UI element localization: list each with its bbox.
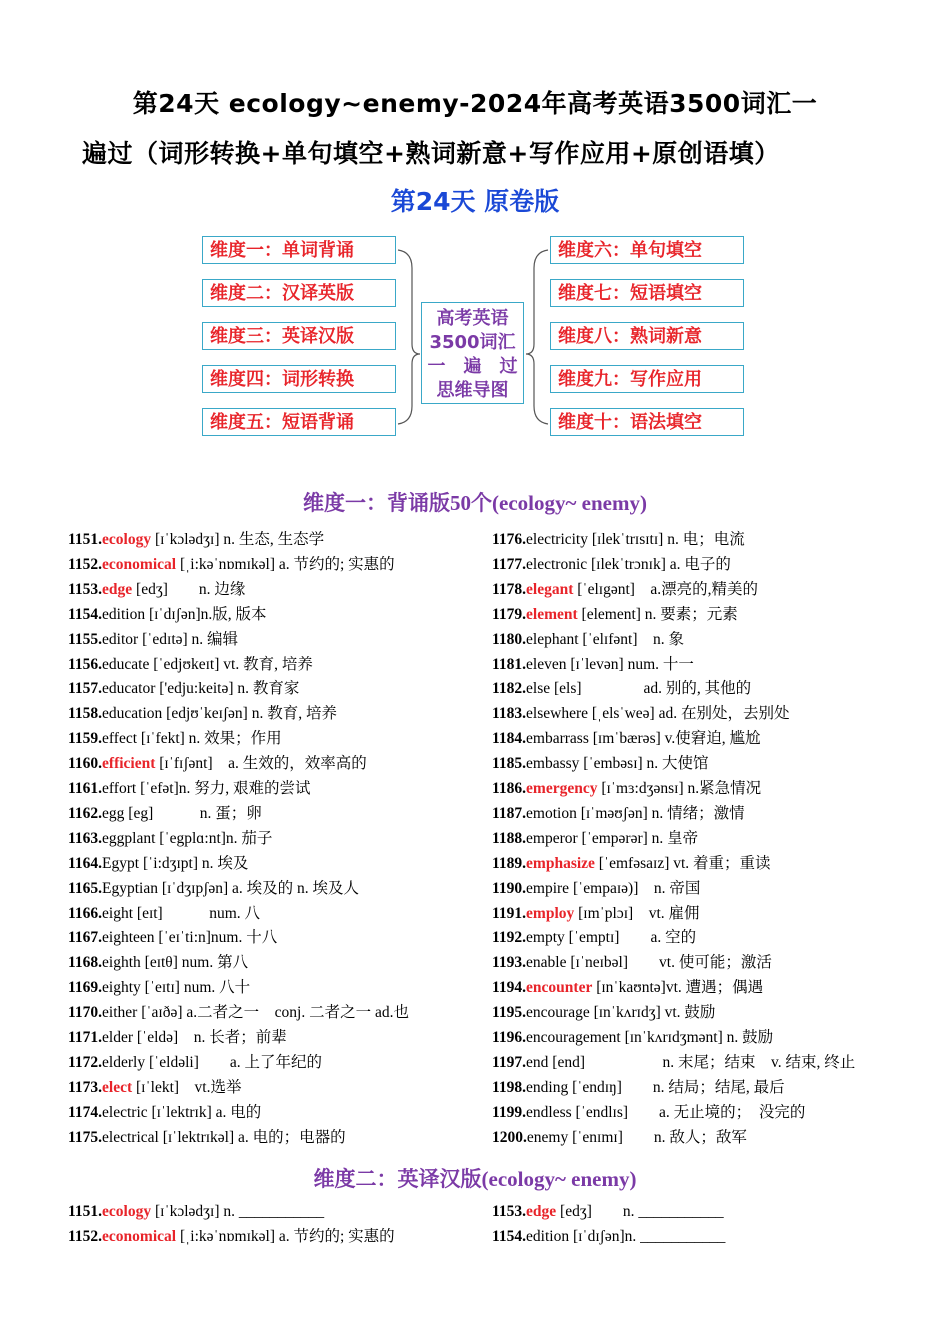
entry-number: 1165. (68, 879, 103, 897)
entry-number: 1200. (492, 1128, 527, 1146)
entry-number: 1199. (492, 1103, 527, 1121)
entry-definition: [ˈendɪŋ] n. 结局；结尾, 最后 (568, 1078, 785, 1096)
entry-word: employ (526, 904, 575, 922)
entry-number: 1181. (492, 655, 527, 673)
entry-word: eight (102, 904, 134, 922)
entry-number: 1197. (492, 1053, 527, 1071)
vocab-entry (492, 829, 698, 849)
entry-word: elegant (526, 580, 574, 598)
vocab-entry (492, 779, 761, 799)
entry-definition: [ˈemfəsaɪz] vt. 着重；重读 (594, 854, 771, 872)
vocab-entry (492, 1003, 715, 1023)
entry-word: embassy (526, 755, 580, 773)
mindmap-center-line: 高考英语 (436, 308, 509, 329)
section-heading-2: 维度二：英译汉版(ecology~ enemy) (313, 1167, 637, 1191)
entry-number: 1190. (492, 879, 527, 897)
entry-definition: [ˈempərər] n. 皇帝 (577, 829, 699, 847)
vocab-entry (68, 1028, 287, 1048)
entry-definition: [ɪnˈkʌrɪdʒmənt] n. 鼓励 (620, 1029, 774, 1046)
entry-word: egg (102, 804, 125, 822)
entry-word: efficient (102, 755, 156, 773)
entry-definition: [ˈeldəli] a. 上了年纪的 (145, 1053, 322, 1071)
entry-word: encouragement (526, 1029, 621, 1046)
entry-number: 1168. (68, 954, 103, 972)
entry-word: electrical (102, 1128, 159, 1146)
entry-definition: [end] n. 末尾；结束 v. 结束, 终止 (548, 1053, 856, 1071)
entry-definition: [ˈedjʊkeɪt] vt. 教育, 培养 (149, 655, 313, 673)
vocab-entry (68, 904, 260, 924)
vocab-entry (68, 555, 395, 575)
mindmap-node-left: 维度二：汉译英版 (202, 279, 396, 307)
entry-number: 1154. (492, 1228, 527, 1245)
vocab-entry (492, 679, 751, 699)
entry-word: elderly (102, 1053, 146, 1071)
vocab-entry (68, 580, 245, 600)
entry-number: 1173. (68, 1078, 103, 1096)
entry-word: elder (102, 1029, 134, 1046)
mindmap-node-left: 维度四：词形转换 (202, 365, 396, 393)
mindmap-node-left: 维度一：单词背诵 (202, 236, 396, 264)
document-title-line1: 第24天 ecology~enemy-2024年高考英语3500词汇一 (132, 89, 818, 118)
entry-definition: [ˈempaɪə)] n. 帝国 (569, 879, 701, 897)
entry-number: 1171. (68, 1029, 103, 1046)
entry-definition: [ˈedɪtə] n. 编辑 (138, 630, 239, 648)
mindmap-center-line: 一 遍 过 (427, 356, 518, 377)
entry-number: 1159. (68, 730, 103, 748)
entry-definition: [edjʊˈkeɪʃən] n. 教育, 培养 (162, 705, 337, 723)
mindmap-node-right: 维度十：语法填空 (550, 408, 744, 436)
entry-number: 1183. (492, 705, 527, 723)
entry-number: 1193. (492, 954, 527, 972)
vocab-entry (68, 1202, 324, 1222)
entry-number: 1178. (492, 580, 527, 598)
entry-number: 1160. (68, 755, 103, 773)
entry-definition: [ˈeldə] n. 长者；前辈 (133, 1029, 287, 1046)
entry-word: electronic (526, 555, 588, 573)
entry-definition: ['edju:keitə] n. 教育家 (155, 680, 300, 698)
entry-word: embarrass (526, 730, 589, 748)
entry-definition: [ɪˈlekt] vt.选举 (132, 1078, 242, 1096)
entry-word: either (102, 1004, 138, 1022)
entry-definition: [ɪˈdʒɪpʃən] a. 埃及的 n. 埃及人 (158, 879, 360, 897)
entry-definition: [element] n. 要素；元素 (577, 605, 738, 623)
entry-word: eighth (102, 954, 141, 972)
entry-definition: [ˈeɪˈti:n]num. 十八 (154, 929, 278, 947)
entry-word: ending (526, 1078, 569, 1096)
vocab-entry (68, 978, 250, 998)
vocab-entry (68, 605, 266, 625)
entry-number: 1155. (68, 630, 103, 648)
document-title-line2: 遍过（词形转换+单句填空+熟词新意+写作应用+原创语填） (82, 139, 780, 168)
entry-definition: [ˌi:kəˈnɒmɪkəl] a. 节约的; 实惠的 (176, 1228, 395, 1245)
entry-definition: [ɪˈkɔlədʒɪ] n. 生态, 生态学 (151, 531, 325, 548)
vocab-entry (492, 1028, 773, 1048)
entry-number: 1186. (492, 780, 527, 797)
mindmap-node-left: 维度五：短语背诵 (202, 408, 396, 436)
entry-word: educate (102, 655, 150, 673)
entry-word: elsewhere (526, 705, 588, 723)
vocab-entry (492, 1202, 724, 1222)
entry-definition: [ɪlekˈtrɔnɪk] a. 电子的 (587, 555, 731, 573)
entry-word: encourage (526, 1004, 590, 1022)
entry-word: eggplant (102, 829, 156, 847)
vocab-entry (492, 729, 761, 749)
mindmap-center (421, 302, 524, 404)
entry-definition: [ɪˈməʊʃən] n. 情绪；激情 (576, 804, 745, 822)
entry-definition: [ˈendlɪs] a. 无止境的； 没完的 (571, 1103, 806, 1121)
entry-number: 1153. (492, 1203, 527, 1220)
mindmap-node-right: 维度六：单句填空 (550, 236, 744, 264)
entry-word: emperor (526, 829, 578, 847)
entry-definition: [ɪnˈkʌrɪdʒ] vt. 鼓励 (589, 1004, 716, 1022)
vocab-entry (68, 630, 238, 650)
entry-word: edition (102, 605, 146, 623)
vocab-entry (492, 978, 763, 998)
entry-number: 1196. (492, 1029, 527, 1046)
entry-word: emphasize (526, 854, 595, 872)
entry-definition: [ˈegplɑ:nt]n. 茄子 (155, 829, 273, 847)
entry-word: education (102, 705, 163, 723)
entry-word: else (526, 680, 551, 698)
vocab-entry (68, 779, 311, 799)
entry-word: edge (102, 580, 133, 598)
entry-word: endless (526, 1103, 572, 1121)
vocab-entry (68, 754, 367, 774)
entry-number: 1156. (68, 655, 103, 673)
entry-number: 1195. (492, 1004, 527, 1022)
vocab-entry (68, 804, 262, 824)
entry-word: elephant (526, 630, 579, 648)
vocab-entry (68, 1128, 346, 1148)
entry-definition: [ˈeɪtɪ] num. 八十 (140, 979, 251, 997)
entry-number: 1170. (68, 1004, 103, 1022)
entry-number: 1164. (68, 854, 103, 872)
entry-number: 1163. (68, 829, 103, 847)
vocab-entry (68, 953, 248, 973)
entry-number: 1185. (492, 755, 527, 773)
entry-number: 1157. (68, 680, 103, 698)
vocab-entry (68, 1103, 261, 1123)
entry-word: eighteen (102, 929, 155, 947)
entry-definition: [ˈenɪmɪ] n. 敌人；敌军 (568, 1128, 747, 1146)
entry-word: effect (102, 730, 138, 748)
entry-definition: [els] ad. 别的, 其他的 (550, 680, 752, 698)
entry-definition: [ɪlekˈtrɪsɪtɪ] n. 电；电流 (588, 531, 745, 548)
vocab-entry (68, 879, 359, 899)
entry-definition: [ˈaɪðə] a.二者之一 conj. 二者之一 ad.也 (137, 1004, 409, 1022)
entry-definition: [edʒ] n. 边缘 (132, 580, 246, 598)
entry-definition: [ˌelsˈweə] ad. 在别处，去别处 (588, 705, 790, 723)
entry-word: emotion (526, 804, 577, 822)
entry-number: 1169. (68, 979, 103, 997)
entry-definition: [ɪnˈkaʊntə]vt. 遭遇；偶遇 (592, 979, 764, 997)
entry-definition: [ɪˈdɪʃən]n.版, 版本 (145, 605, 267, 623)
vocab-entry (68, 1227, 395, 1247)
vocab-entry (68, 1003, 409, 1023)
entry-number: 1161. (68, 780, 103, 797)
entry-word: edge (526, 1203, 557, 1220)
entry-word: empty (526, 929, 565, 947)
entry-number: 1182. (492, 680, 527, 698)
vocab-entry (492, 1227, 725, 1247)
entry-number: 1167. (68, 929, 103, 947)
entry-definition: [ɪˈdɪʃən]n. ___________ (569, 1228, 726, 1245)
entry-number: 1180. (492, 630, 527, 648)
entry-number: 1179. (492, 605, 527, 623)
entry-number: 1162. (68, 804, 103, 822)
entry-word: effort (102, 780, 137, 797)
entry-word: eleven (526, 655, 567, 673)
entry-word: element (526, 605, 578, 623)
entry-definition: [eɪtθ] num. 第八 (140, 954, 249, 972)
vocab-entry (492, 605, 738, 625)
entry-word: electricity (526, 531, 588, 548)
entry-number: 1152. (68, 1228, 103, 1245)
entry-word: educator (102, 680, 156, 698)
vocab-entry (492, 704, 789, 724)
entry-definition: [ɪˈkɔlədʒɪ] n. ___________ (151, 1203, 325, 1220)
entry-definition: [ɪˈlektrɪkəl] a. 电的；电器的 (158, 1128, 346, 1146)
entry-definition: [ˈemptɪ] a. 空的 (564, 929, 697, 947)
vocab-entry (68, 928, 277, 948)
entry-number: 1177. (492, 555, 527, 573)
entry-number: 1172. (68, 1053, 103, 1071)
entry-word: end (526, 1053, 549, 1071)
vocab-entry (68, 679, 299, 699)
vocab-entry (68, 854, 248, 874)
entry-definition: [eg] n. 蛋；卵 (124, 804, 262, 822)
vocab-entry (492, 530, 745, 550)
entry-number: 1154. (68, 605, 103, 623)
entry-definition: [ˈefət]n. 努力, 艰难的尝试 (136, 780, 311, 797)
entry-definition: [ɪˈfɪʃənt] a. 生效的，效率高的 (155, 755, 367, 773)
entry-number: 1187. (492, 804, 527, 822)
vocab-entry (492, 655, 694, 675)
mindmap-center-line: 3500词汇 (429, 332, 516, 353)
entry-number: 1189. (492, 854, 527, 872)
mindmap-node-right: 维度九：写作应用 (550, 365, 744, 393)
vocab-entry (492, 630, 684, 650)
entry-definition: [ˈi:dʒɪpt] n. 埃及 (139, 854, 249, 872)
entry-number: 1191. (492, 904, 527, 922)
entry-word: electric (102, 1103, 148, 1121)
entry-word: Egyptian (102, 879, 158, 897)
vocab-entry (68, 1078, 241, 1098)
vocab-entry (68, 1053, 322, 1073)
vocab-entry (492, 1053, 855, 1073)
entry-number: 1153. (68, 580, 103, 598)
mindmap-node-right: 维度八：熟词新意 (550, 322, 744, 350)
entry-number: 1158. (68, 705, 103, 723)
entry-definition: [eɪt] num. 八 (133, 904, 261, 922)
entry-definition: [ˈelɪgənt] a.漂亮的,精美的 (573, 580, 759, 598)
entry-number: 1151. (68, 1203, 103, 1220)
entry-definition: [edʒ] n. ___________ (556, 1203, 724, 1220)
entry-number: 1192. (492, 929, 527, 947)
entry-number: 1151. (68, 531, 103, 548)
vocab-entry (68, 704, 337, 724)
entry-word: elect (102, 1078, 133, 1096)
entry-word: ecology (102, 1203, 152, 1220)
mindmap-node-right: 维度七：短语填空 (550, 279, 744, 307)
entry-definition: [ɪˈlevən] num. 十一 (566, 655, 694, 673)
entry-number: 1166. (68, 904, 103, 922)
entry-word: economical (102, 1228, 177, 1245)
vocab-entry (492, 928, 696, 948)
vocab-entry (492, 854, 771, 874)
vocab-entry (492, 1078, 785, 1098)
entry-word: enemy (526, 1128, 569, 1146)
vocab-entry (492, 580, 758, 600)
vocab-entry (492, 904, 700, 924)
mindmap-center-line: 思维导图 (436, 380, 509, 401)
entry-word: eighty (102, 979, 141, 997)
entry-word: editor (102, 630, 139, 648)
vocab-entry (68, 729, 282, 749)
entry-number: 1198. (492, 1078, 527, 1096)
entry-word: economical (102, 555, 177, 573)
vocab-entry (492, 953, 772, 973)
entry-definition: [ɪˈlektrɪk] a. 电的 (147, 1103, 262, 1121)
entry-number: 1184. (492, 730, 527, 748)
entry-number: 1174. (68, 1103, 103, 1121)
document-subtitle: 第24天 原卷版 (390, 187, 560, 216)
entry-number: 1176. (492, 531, 527, 548)
section-heading-1: 维度一：背诵版50个(ecology~ enemy) (303, 491, 647, 515)
vocab-entry (492, 879, 700, 899)
entry-word: empire (526, 879, 570, 897)
entry-word: ecology (102, 531, 152, 548)
entry-definition: [ˈelɪfənt] n. 象 (578, 630, 684, 648)
vocab-entry (68, 829, 272, 849)
vocab-entry (68, 530, 324, 550)
entry-definition: [ɪˈneɪbəl] vt. 使可能；激活 (566, 954, 772, 972)
entry-number: 1152. (68, 555, 103, 573)
entry-definition: [ɪˈmɜ:dʒənsɪ] n.紧急情况 (597, 780, 762, 797)
entry-word: enable (526, 954, 567, 972)
entry-definition: [ˌi:kəˈnɒmɪkəl] a. 节约的; 实惠的 (176, 555, 395, 573)
entry-number: 1175. (68, 1128, 103, 1146)
mindmap-node-left: 维度三：英译汉版 (202, 322, 396, 350)
vocab-entry (492, 555, 731, 575)
entry-definition: [ɪmˈbærəs] v.使窘迫, 尴尬 (588, 730, 761, 748)
entry-definition: [ɪmˈplɔɪ] vt. 雇佣 (574, 904, 700, 922)
vocab-entry (492, 754, 709, 774)
vocab-entry (492, 1128, 747, 1148)
entry-number: 1188. (492, 829, 527, 847)
vocab-entry (68, 655, 313, 675)
entry-word: edition (526, 1228, 570, 1245)
entry-word: Egypt (102, 854, 140, 872)
entry-definition: [ˈembəsɪ] n. 大使馆 (579, 755, 709, 773)
vocab-entry (492, 1103, 805, 1123)
entry-word: emergency (526, 780, 598, 797)
entry-definition: [ɪˈfekt] n. 效果；作用 (137, 730, 282, 748)
entry-number: 1194. (492, 979, 527, 997)
entry-word: encounter (526, 979, 593, 997)
vocab-entry (492, 804, 745, 824)
